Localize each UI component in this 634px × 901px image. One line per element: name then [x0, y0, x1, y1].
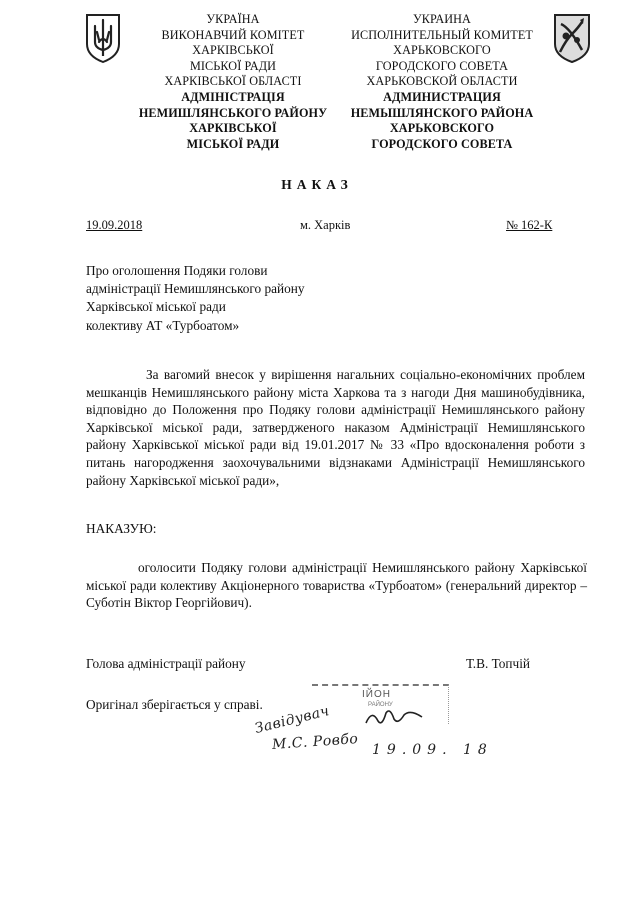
header-ru-line: ГОРОДСКОГО СОВЕТА — [371, 136, 513, 151]
header-ua-line: УКРАЇНА — [206, 12, 260, 26]
header-ua-line: ХАРКІВСЬКОЇ — [189, 121, 277, 136]
subject-line: адміністрації Немишлянського району — [86, 281, 305, 297]
header-ua-line: МІСЬКОЇ РАДИ — [186, 136, 280, 151]
header-ukrainian — [118, 12, 348, 152]
header-ru-line: ХАРЬКОВСКОЙ ОБЛАСТИ — [366, 74, 518, 89]
signature-role: Голова адміністрації району — [86, 656, 246, 671]
order-word: НАКАЗУЮ: — [86, 521, 157, 536]
order-paragraph: оголосити Подяку голови адміністрації Немишлянського району Харківської міської ради колективу Акціонерного товариства «Турбоатом» (генеральний директор – Суботін Віктор Георгійович). — [86, 560, 587, 611]
handwritten-date: 19.09. 18 — [372, 742, 493, 758]
body-paragraph: За вагомий внесок у вирішення нагальних соціально-економічних проблем мешканців Немишлянського району міста Харкова та з нагоди Дня машинобудівника, відповідно до Положення про Подяку голови адміністрації Немишлянського району Харківської міської ради, затвердженого наказом Адміністрації Немишлянського району Харківської міської ради від 19.01.2017 № 33 «Про вдосконалення роботи з питань нагородження заохочувальними відзнаками Адміністрації Немишлянського району Харківської міської ради», — [86, 367, 585, 488]
document-number: № 162-К — [506, 218, 553, 232]
header-ua-line: НЕМИШЛЯНСЬКОГО РАЙОНУ — [138, 105, 328, 120]
document-subject — [86, 262, 305, 335]
document-date: 19.09.2018 — [86, 218, 143, 232]
header-ru-line: ИСПОЛНИТЕЛЬНЫЙ КОМИТЕТ — [351, 27, 533, 42]
kharkiv-coat-of-arms-icon — [552, 12, 592, 64]
header-ua-line: ВИКОНАВЧИЙ КОМІТЕТ — [161, 27, 305, 42]
subject-line: Про оголошення Подяки голови — [86, 263, 268, 278]
header-ru-line: АДМИНИСТРАЦИЯ — [383, 89, 501, 104]
handwritten-name: М.С. Ровбо — [271, 731, 359, 753]
document-title: НАКАЗ — [281, 177, 353, 192]
header-ua-line: ХАРКІВСЬКОЇ ОБЛАСТІ — [164, 74, 302, 89]
header-ru-line: НЕМЫШЛЯНСКОГО РАЙОНА — [350, 105, 534, 120]
stamp-top-text: ІЙОН — [362, 689, 391, 700]
stamp-mid-text: РАЙОНУ — [368, 702, 393, 708]
header-ua-line: АДМІНІСТРАЦІЯ — [181, 89, 285, 104]
header-russian — [327, 12, 557, 152]
signature-name: Т.В. Топчій — [466, 656, 531, 671]
subject-line: Харківської міської ради — [86, 299, 226, 315]
header-ru-line: ХАРЬКОВСКОГО — [389, 121, 495, 136]
document-city: м. Харків — [300, 218, 351, 232]
header-ru-line: ГОРОДСКОГО СОВЕТА — [375, 58, 509, 73]
subject-line: колективу АТ «Турбоатом» — [86, 317, 240, 333]
trident-emblem-icon — [83, 12, 123, 64]
header-ua-line: ХАРКІВСЬКОЇ — [192, 43, 274, 58]
header-ua-line: МІСЬКОЇ РАДИ — [189, 58, 277, 73]
signature-scribble-icon — [364, 705, 424, 729]
header-ru-line: УКРАИНА — [413, 12, 471, 26]
original-note: Оригінал зберігається у справі. — [86, 697, 263, 712]
header-ru-line: ХАРЬКОВСКОГО — [393, 43, 491, 58]
handwritten-position: Завідувач — [253, 702, 332, 738]
